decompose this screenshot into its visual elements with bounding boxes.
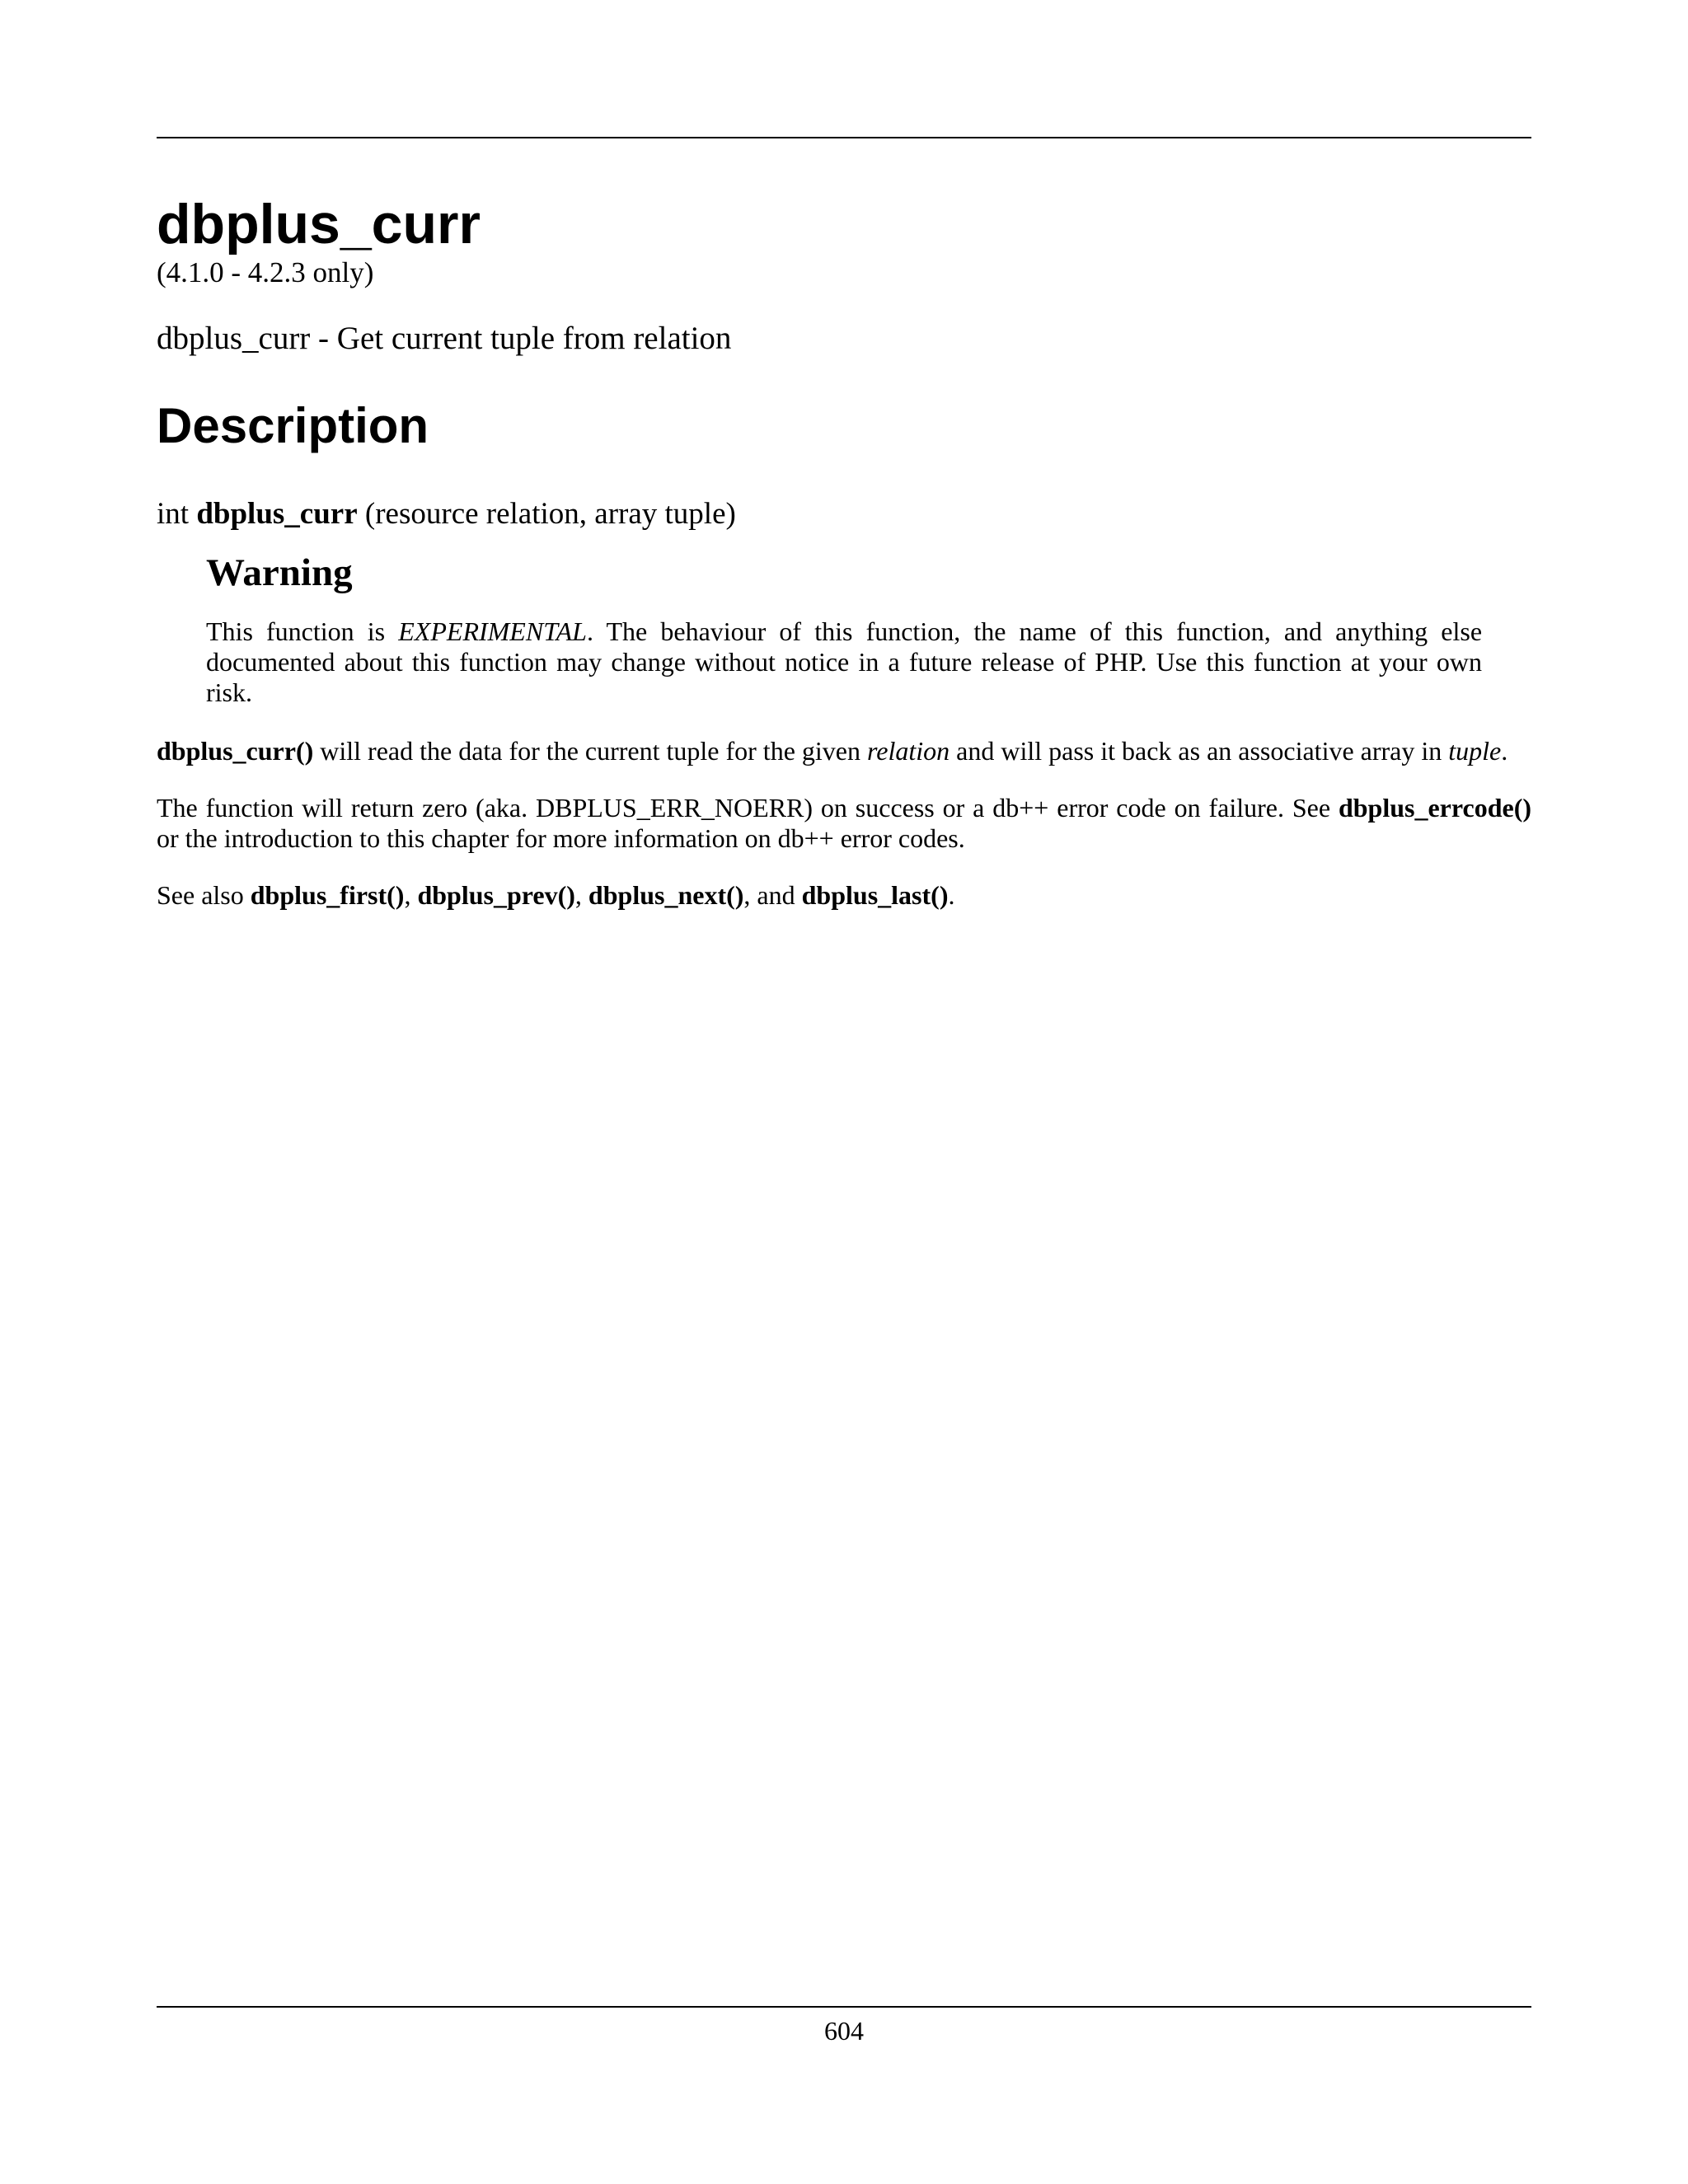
synopsis-params: (resource relation, array tuple) [364, 497, 736, 531]
page-number: 604 [824, 2016, 864, 2046]
parameter-tuple: tuple [1448, 736, 1502, 766]
see-also-link-prev[interactable]: dbplus_prev() [417, 880, 575, 910]
see-also-paragraph [157, 880, 1531, 911]
warning-text-before: This function is [206, 616, 386, 646]
separator: , and [743, 880, 795, 910]
see-also-link-first[interactable]: dbplus_first() [250, 880, 405, 910]
warning-emphasis: EXPERIMENTAL [398, 616, 587, 646]
synopsis-return-type: int [157, 497, 190, 531]
separator: , [574, 880, 582, 910]
description-paragraph-1 [157, 736, 1531, 766]
separator: , [404, 880, 411, 910]
paragraph-text: or the introduction to this chapter for more information on db++ error codes. [157, 823, 965, 853]
see-also-link-last[interactable]: dbplus_last() [801, 880, 949, 910]
paragraph-text: will read the data for the current tuple for the given [320, 736, 860, 766]
warning-title: Warning [206, 551, 353, 594]
errcode-function-link[interactable]: dbplus_errcode() [1338, 793, 1532, 823]
version-info: (4.1.0 - 4.2.3 only) [157, 256, 374, 288]
function-title: dbplus_curr [157, 193, 481, 255]
footer-rule [157, 2006, 1531, 2008]
function-purpose: dbplus_curr - Get current tuple from relation [157, 321, 732, 356]
synopsis-function-name: dbplus_curr [196, 497, 358, 531]
warning-box [206, 551, 1482, 708]
parameter-relation: relation [866, 736, 950, 766]
description-paragraph-2 [157, 793, 1531, 854]
function-synopsis [157, 496, 1531, 532]
warning-text [206, 616, 1482, 708]
paragraph-punctuation: . [1501, 736, 1508, 766]
paragraph-punctuation: . [948, 880, 955, 910]
paragraph-text: and will pass it back as an associative array in [956, 736, 1442, 766]
page-content [157, 137, 1531, 911]
function-reference: dbplus_curr() [157, 736, 314, 766]
description-heading: Description [157, 398, 429, 453]
see-also-prefix: See also [157, 880, 244, 910]
paragraph-text: The function will return zero (aka. DBPLUS_ERR_NOERR) on success or a db++ error code on failure. See [157, 793, 1331, 823]
see-also-link-next[interactable]: dbplus_next() [588, 880, 744, 910]
warning-text-after: . The behaviour of this function, the name of this function, and anything else documented about this function may change without notice in a future release of PHP. Use this function at your own risk. [206, 616, 1483, 707]
